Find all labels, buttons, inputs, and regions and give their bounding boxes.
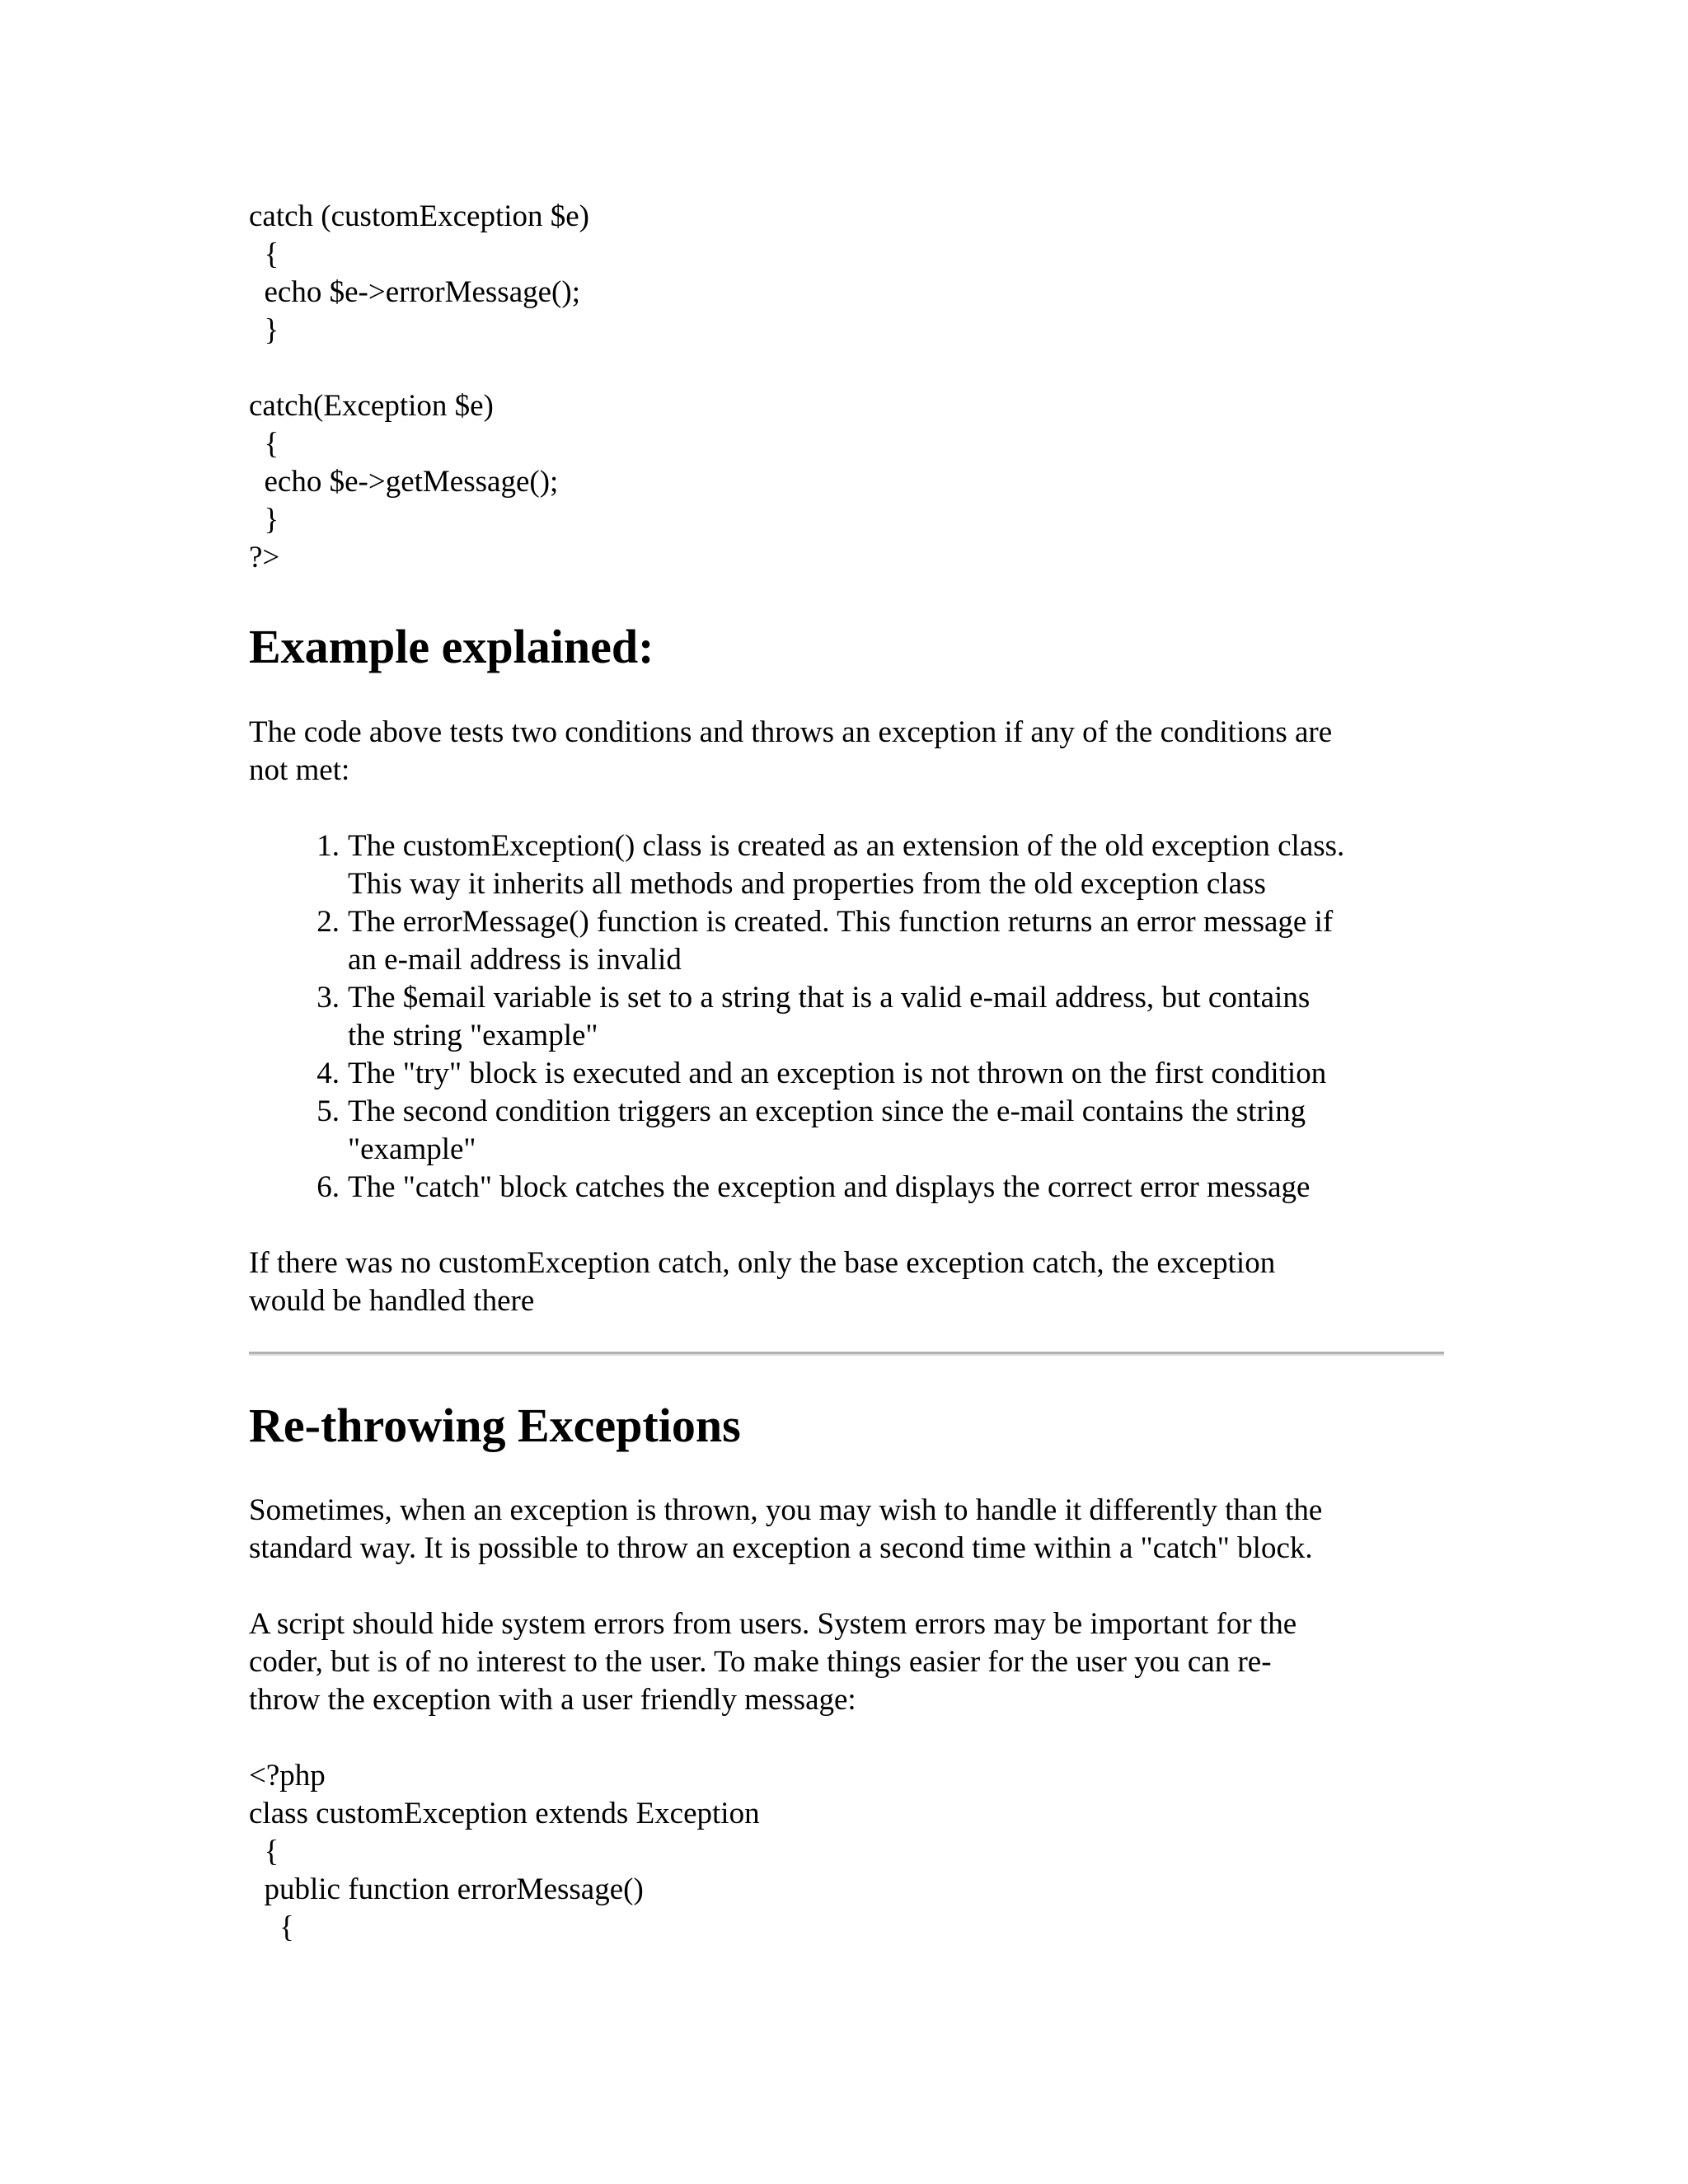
code-line: class customException extends Exception bbox=[249, 1797, 760, 1830]
explanation-list bbox=[249, 827, 1444, 1207]
code-line: public function errorMessage() bbox=[249, 1872, 644, 1906]
list-item: 3. The $email variable is set to a string that is a valid e-mail address, but contains the string "example" bbox=[316, 981, 1311, 1052]
code-line: echo $e->errorMessage(); bbox=[249, 275, 580, 309]
code-line: { bbox=[249, 1910, 294, 1944]
intro-paragraph: The code above tests two conditions and throws an exception if any of the conditions are not met: bbox=[249, 715, 1333, 787]
code-line: } bbox=[249, 313, 279, 347]
code-line: ?> bbox=[249, 541, 280, 574]
heading-example-explained: Example explained: bbox=[249, 620, 654, 673]
list-item: 2. The errorMessage() function is created. This function returns an error message if an e-mail address is invalid bbox=[316, 905, 1334, 977]
code-block-catch bbox=[249, 198, 589, 577]
code-line: } bbox=[249, 503, 279, 537]
code-line: <?php bbox=[249, 1759, 326, 1793]
code-line bbox=[249, 349, 589, 387]
horizontal-rule bbox=[249, 1352, 1444, 1356]
code-line: { bbox=[249, 427, 279, 461]
outro-paragraph: If there was no customException catch, only the base exception catch, the exception would be handled there bbox=[249, 1246, 1276, 1318]
code-line: { bbox=[249, 1835, 279, 1868]
list-item: 1. The customException() class is created as an extension of the old exception class. This way it inherits all methods and properties from the old exception class bbox=[316, 829, 1345, 901]
list-item: 6. The "catch" block catches the exception and displays the correct error message bbox=[316, 1170, 1311, 1204]
code-line: catch(Exception $e) bbox=[249, 389, 494, 423]
rethrow-paragraph-2: A script should hide system errors from users. System errors may be important for the coder, but is of no interest to the user. To make things easier for the user you can re- throw the exception with a user friendly message: bbox=[249, 1607, 1297, 1717]
heading-rethrowing-exceptions: Re-throwing Exceptions bbox=[249, 1399, 741, 1452]
code-block-custom-exception bbox=[249, 1757, 760, 1947]
code-line: catch (customException $e) bbox=[249, 199, 589, 233]
list-item: 4. The "try" block is executed and an exception is not thrown on the first condition bbox=[316, 1057, 1327, 1090]
list-item: 5. The second condition triggers an exception since the e-mail contains the string "example" bbox=[316, 1094, 1306, 1166]
rethrow-paragraph-1: Sometimes, when an exception is thrown, you may wish to handle it differently than the standard way. It is possible to throw an exception a second time within a "catch" block. bbox=[249, 1493, 1323, 1565]
code-line: echo $e->getMessage(); bbox=[249, 465, 559, 499]
code-line: { bbox=[249, 237, 279, 271]
